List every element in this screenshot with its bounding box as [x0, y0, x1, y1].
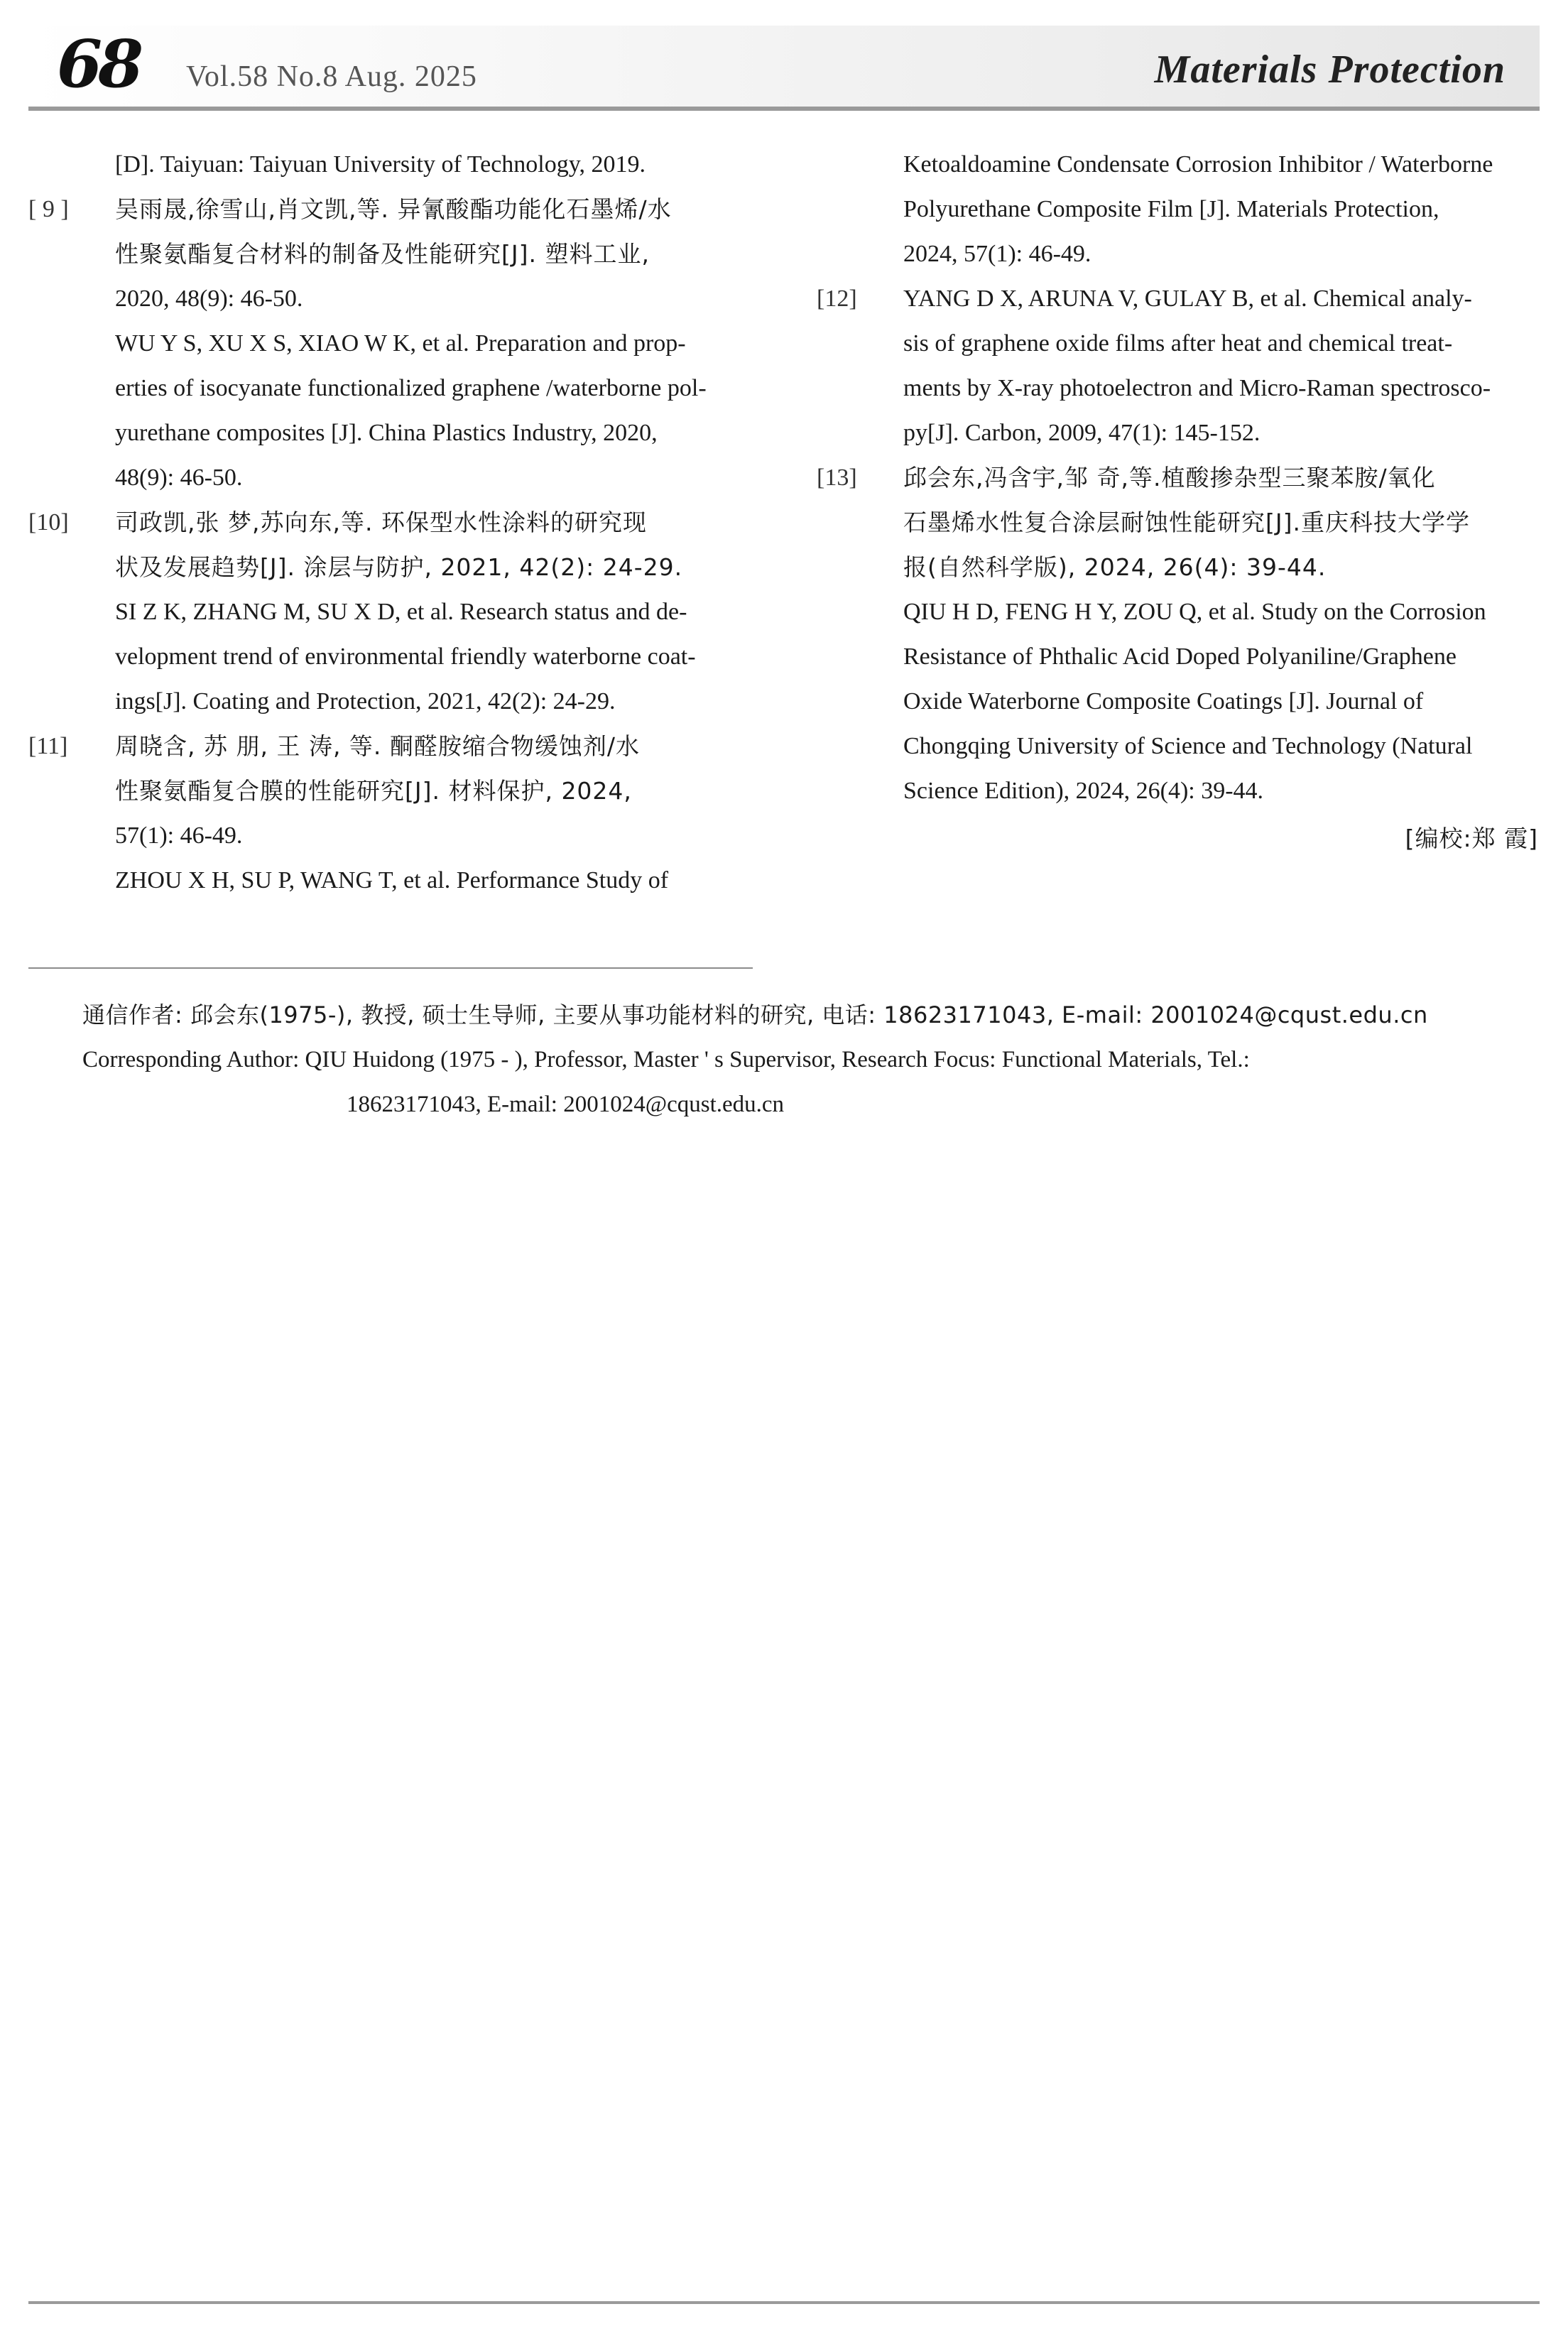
- reference-line: 石墨烯水性复合涂层耐蚀性能研究[J].重庆科技大学学: [903, 509, 1470, 536]
- reference-line: py[J]. Carbon, 2009, 47(1): 145-152.: [903, 420, 1261, 446]
- footnote-en-line1: Corresponding Author: QIU Huidong (1975 - ), Professor, Master ' s Supervisor, Research Focus: Functional Materials, Tel.:: [82, 1047, 1250, 1072]
- reference-line: 性聚氨酯复合材料的制备及性能研究[J]. 塑料工业,: [115, 240, 650, 268]
- reference-line: yurethane composites [J]. China Plastics Industry, 2020,: [115, 420, 658, 446]
- reference-line: sis of graphene oxide films after heat and chemical treat-: [903, 330, 1453, 357]
- reference-entry: [817, 142, 1541, 276]
- reference-line: 司政凯,张 梦,苏向东,等. 环保型水性涂料的研究现: [115, 509, 647, 536]
- reference-line: 邱会东,冯含宇,邹 奇,等.植酸掺杂型三聚苯胺/氧化: [903, 464, 1436, 491]
- reference-line: 状及发展趋势[J]. 涂层与防护, 2021, 42(2): 24-29.: [115, 553, 683, 581]
- reference-line: YANG D X, ARUNA V, GULAY B, et al. Chemical analy-: [903, 286, 1472, 312]
- reference-number: [10]: [28, 509, 69, 536]
- reference-line: erties of isocyanate functionalized graphene /waterborne pol-: [115, 375, 707, 401]
- reference-line: ings[J]. Coating and Protection, 2021, 42(2): 24-29.: [115, 688, 616, 714]
- reference-line: Resistance of Phthalic Acid Doped Polyaniline/Graphene: [903, 643, 1457, 670]
- issue-info: Vol.58 No.8 Aug. 2025: [186, 60, 477, 93]
- footnote-separator: [28, 967, 753, 969]
- right-column-references: [817, 142, 1541, 813]
- bottom-rule: [28, 2301, 1540, 2304]
- reference-line: 2020, 48(9): 46-50.: [115, 286, 303, 312]
- reference-line: 吴雨晟,徐雪山,肖文凯,等. 异氰酸酯功能化石墨烯/水: [115, 195, 672, 223]
- reference-line: Ketoaldoamine Condensate Corrosion Inhibitor / Waterborne: [903, 151, 1493, 178]
- header-rule: [28, 107, 1540, 111]
- reference-entry: [28, 187, 781, 500]
- reference-line: velopment trend of environmental friendly waterborne coat-: [115, 643, 696, 670]
- footnote-zh: 通信作者: 邱会东(1975-), 教授, 硕士生导师, 主要从事功能材料的研究, 电话: 18623171043, E-mail: 2001024@cqust.edu.cn: [82, 1001, 1428, 1028]
- reference-line: 57(1): 46-49.: [115, 822, 243, 849]
- reference-line: 性聚氨酯复合膜的性能研究[J]. 材料保护, 2024,: [115, 777, 632, 805]
- reference-line: Science Edition), 2024, 26(4): 39-44.: [903, 778, 1264, 804]
- reference-line: 周晓含, 苏 朋, 王 涛, 等. 酮醛胺缩合物缓蚀剂/水: [115, 732, 641, 760]
- reference-line: Polyurethane Composite Film [J]. Materials Protection,: [903, 196, 1439, 222]
- reference-line: WU Y S, XU X S, XIAO W K, et al. Preparation and prop-: [115, 330, 686, 357]
- footnote: [82, 993, 1538, 1127]
- reference-number: [11]: [28, 733, 68, 759]
- reference-line: SI Z K, ZHANG M, SU X D, et al. Research status and de-: [115, 599, 687, 625]
- reference-line: QIU H D, FENG H Y, ZOU Q, et al. Study on the Corrosion: [903, 599, 1486, 625]
- right-column: [817, 142, 1541, 861]
- footnote-en-line2: 18623171043, E-mail: 2001024@cqust.edu.cn: [347, 1092, 785, 1117]
- reference-entry: [817, 276, 1541, 455]
- reference-entry: [28, 142, 781, 187]
- reference-line: [D]. Taiyuan: Taiyuan University of Technology, 2019.: [115, 151, 646, 178]
- reference-number: [ 9 ]: [28, 196, 69, 222]
- reference-line: Oxide Waterborne Composite Coatings [J]. Journal of: [903, 688, 1424, 714]
- page-number: 68: [57, 26, 140, 102]
- reference-entry: [817, 455, 1541, 813]
- reference-line: 48(9): 46-50.: [115, 464, 243, 491]
- reference-entry: [28, 500, 781, 724]
- reference-line: 报(自然科学版), 2024, 26(4): 39-44.: [903, 553, 1327, 581]
- reference-number: [13]: [817, 464, 857, 491]
- reference-line: 2024, 57(1): 46-49.: [903, 241, 1091, 267]
- reference-number: [12]: [817, 286, 857, 312]
- reference-line: ZHOU X H, SU P, WANG T, et al. Performance Study of: [115, 867, 669, 893]
- reference-entry: [28, 724, 781, 903]
- editor-note: [编校:郑 霞]: [1405, 825, 1538, 852]
- reference-line: Chongqing University of Science and Technology (Natural: [903, 733, 1473, 759]
- left-column: [28, 142, 781, 903]
- reference-line: ments by X-ray photoelectron and Micro-Raman spectrosco-: [903, 375, 1491, 401]
- journal-title: Materials Protection: [1154, 48, 1506, 92]
